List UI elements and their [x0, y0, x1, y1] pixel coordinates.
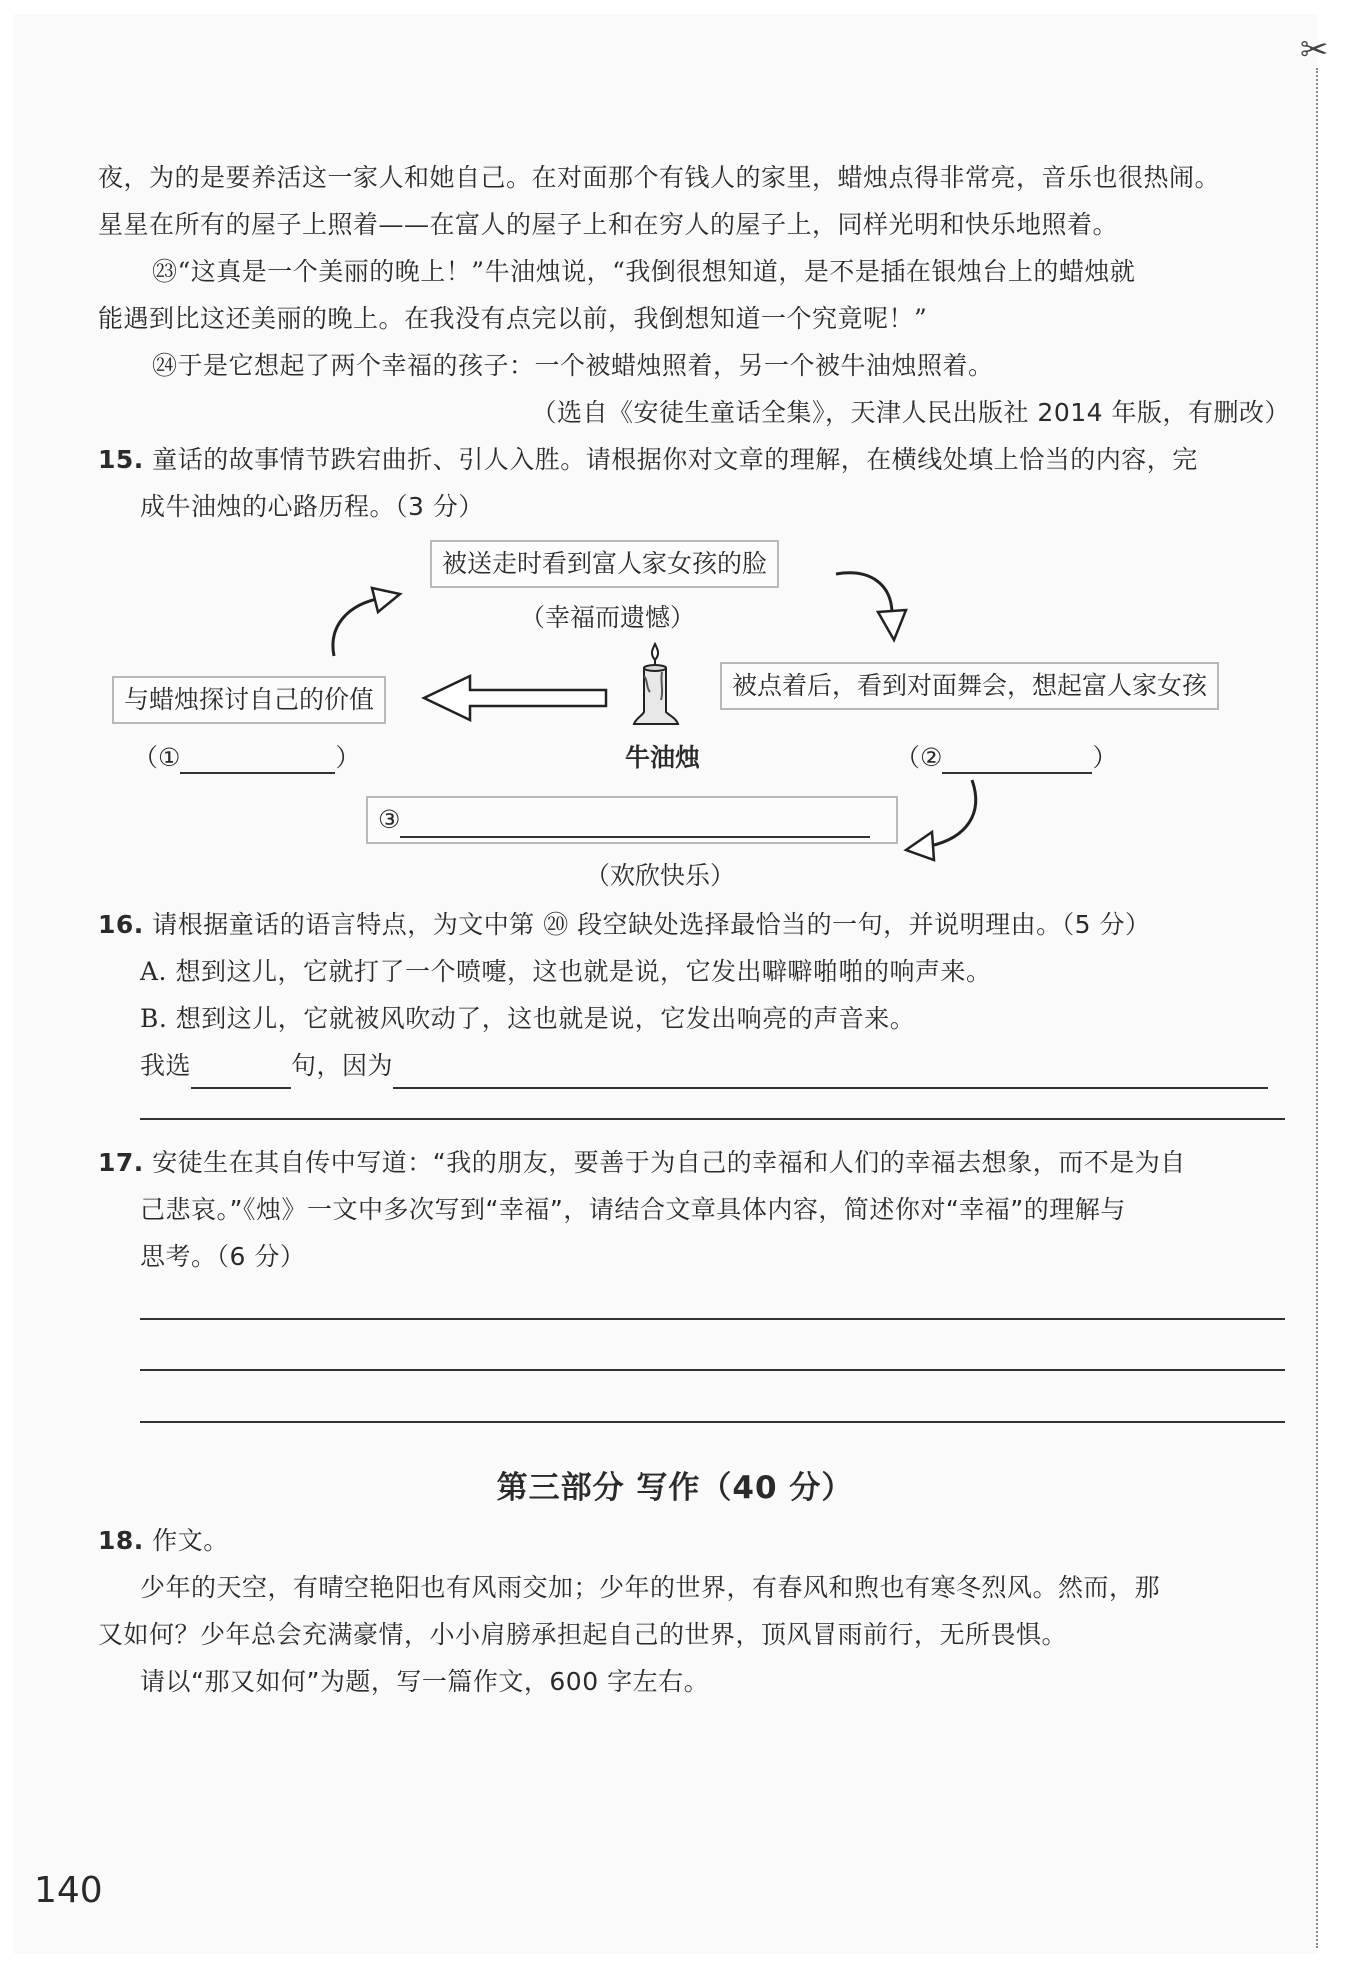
q17-line-3: 思考。（6 分） — [140, 1242, 306, 1271]
passage-source: （选自《安徒生童话全集》，天津人民出版社 2014 年版，有删改） — [531, 398, 1290, 427]
passage-line-2: 星星在所有的屋子上照着——在富人的屋子上和在穷人的屋子上，同样光明和快乐地照着。 — [98, 210, 1119, 239]
q17-line-1: 安徒生在其自传中写道：“我的朋友，要善于为自己的幸福和人们的幸福去想象，而不是为自 — [152, 1148, 1186, 1177]
q15 — [98, 437, 1198, 483]
answer-blank-3[interactable] — [400, 810, 870, 838]
q18-line-2: 又如何？少年总会充满豪情，小小肩膀承担起自己的世界，顶风冒雨前行，无所畏惧。 — [98, 1620, 1068, 1649]
answer-blank-1[interactable] — [180, 744, 335, 774]
candle-icon — [628, 642, 684, 728]
diagram-top-box: 被送走时看到富人家女孩的脸 — [430, 540, 779, 588]
q16-prompt: 请根据童话的语言特点，为文中第 ⑳ 段空缺处选择最恰当的一句，并说明理由。（5 分） — [152, 910, 1151, 939]
q18-line-3: 请以“那又如何”为题，写一篇作文，600 字左右。 — [140, 1667, 710, 1696]
page-number: 140 — [34, 1870, 103, 1911]
passage-line-1: 夜，为的是要养活这一家人和她自己。在对面那个有钱人的家里，蜡烛点得非常亮，音乐也很热闹。 — [98, 163, 1221, 192]
diagram-bottom-box — [366, 796, 898, 844]
q15-line-2: 成牛油烛的心路历程。（3 分） — [140, 492, 484, 521]
q18-line-1: 少年的天空，有晴空艳阳也有风雨交加；少年的世界，有春风和煦也有寒冬烈风。然而，那 — [140, 1573, 1161, 1602]
diagram-top-caption: （幸福而遗憾） — [520, 603, 696, 632]
curved-arrow-up-icon — [320, 582, 410, 662]
paragraph-23-line-2: 能遇到比这还美丽的晚上。在我没有点完以前，我倒想知道一个究竟呢！” — [98, 304, 928, 333]
section-3-title: 第三部分 写作（40 分） — [496, 1470, 854, 1506]
q18 — [98, 1518, 229, 1564]
q18-number: 18. — [98, 1526, 144, 1555]
diagram-right-box: 被点着后，看到对面舞会，想起富人家女孩 — [720, 662, 1219, 710]
diagram-right-caption-close: ） — [1092, 743, 1118, 772]
q18-title: 作文。 — [152, 1526, 229, 1555]
diagram-left-caption-close: ） — [335, 743, 361, 772]
diagram-center-label: 牛油烛 — [625, 743, 701, 772]
q17-number: 17. — [98, 1148, 144, 1177]
curved-arrow-down-right-icon — [830, 560, 910, 644]
q16-option-a: A. 想到这儿，它就打了一个喷嚏，这也就是说，它发出噼噼啪啪的响声来。 — [140, 957, 992, 986]
diagram-right-caption-open: （② — [895, 743, 943, 772]
scissors-icon: ✂ — [1300, 30, 1329, 70]
q17-line-2: 己悲哀。”《烛》一文中多次写到“幸福”，请结合文章具体内容，简述你对“幸福”的理解与 — [140, 1195, 1126, 1224]
q16 — [98, 902, 1151, 948]
q16-choice-blank[interactable] — [191, 1059, 291, 1089]
paragraph-24: ㉔于是它想起了两个幸福的孩子：一个被蜡烛照着，另一个被牛油烛照着。 — [152, 351, 994, 380]
q16-answer-mid: 句，因为 — [291, 1051, 394, 1080]
answer-blank-2[interactable] — [942, 744, 1092, 774]
q17-answer-rule-3[interactable] — [140, 1421, 1285, 1423]
q15-number: 15. — [98, 445, 144, 474]
q16-answer-prefix: 我选 — [140, 1051, 192, 1080]
q17 — [98, 1140, 1186, 1186]
diagram-bottom-caption: （欢欣快乐） — [585, 861, 736, 890]
diagram-left-box: 与蜡烛探讨自己的价值 — [112, 676, 386, 724]
cut-line — [1316, 68, 1318, 1948]
q16-reason-blank[interactable] — [393, 1059, 1268, 1089]
q16-option-b: B. 想到这儿，它就被风吹动了，这也就是说，它发出响亮的声音来。 — [140, 1004, 916, 1033]
paragraph-23-line-1: ㉓“这真是一个美丽的晚上！”牛油烛说，“我倒很想知道，是不是插在银烛台上的蜡烛就 — [152, 257, 1136, 286]
left-arrow-icon — [420, 672, 610, 724]
diagram-bottom-box-prefix: ③ — [378, 805, 401, 834]
diagram-right-caption — [895, 738, 1117, 774]
q17-answer-rule-1[interactable] — [140, 1318, 1285, 1320]
q17-answer-rule-2[interactable] — [140, 1369, 1285, 1371]
q16-answer-rule-2[interactable] — [140, 1118, 1285, 1120]
diagram-left-caption — [133, 738, 360, 774]
q15-line-1: 童话的故事情节跌宕曲折、引人入胜。请根据你对文章的理解，在横线处填上恰当的内容，完 — [152, 445, 1198, 474]
q16-number: 16. — [98, 910, 144, 939]
diagram-left-caption-open: （① — [133, 743, 181, 772]
q16-answer-line — [140, 1043, 1285, 1089]
curved-arrow-down-left-icon — [900, 776, 990, 866]
